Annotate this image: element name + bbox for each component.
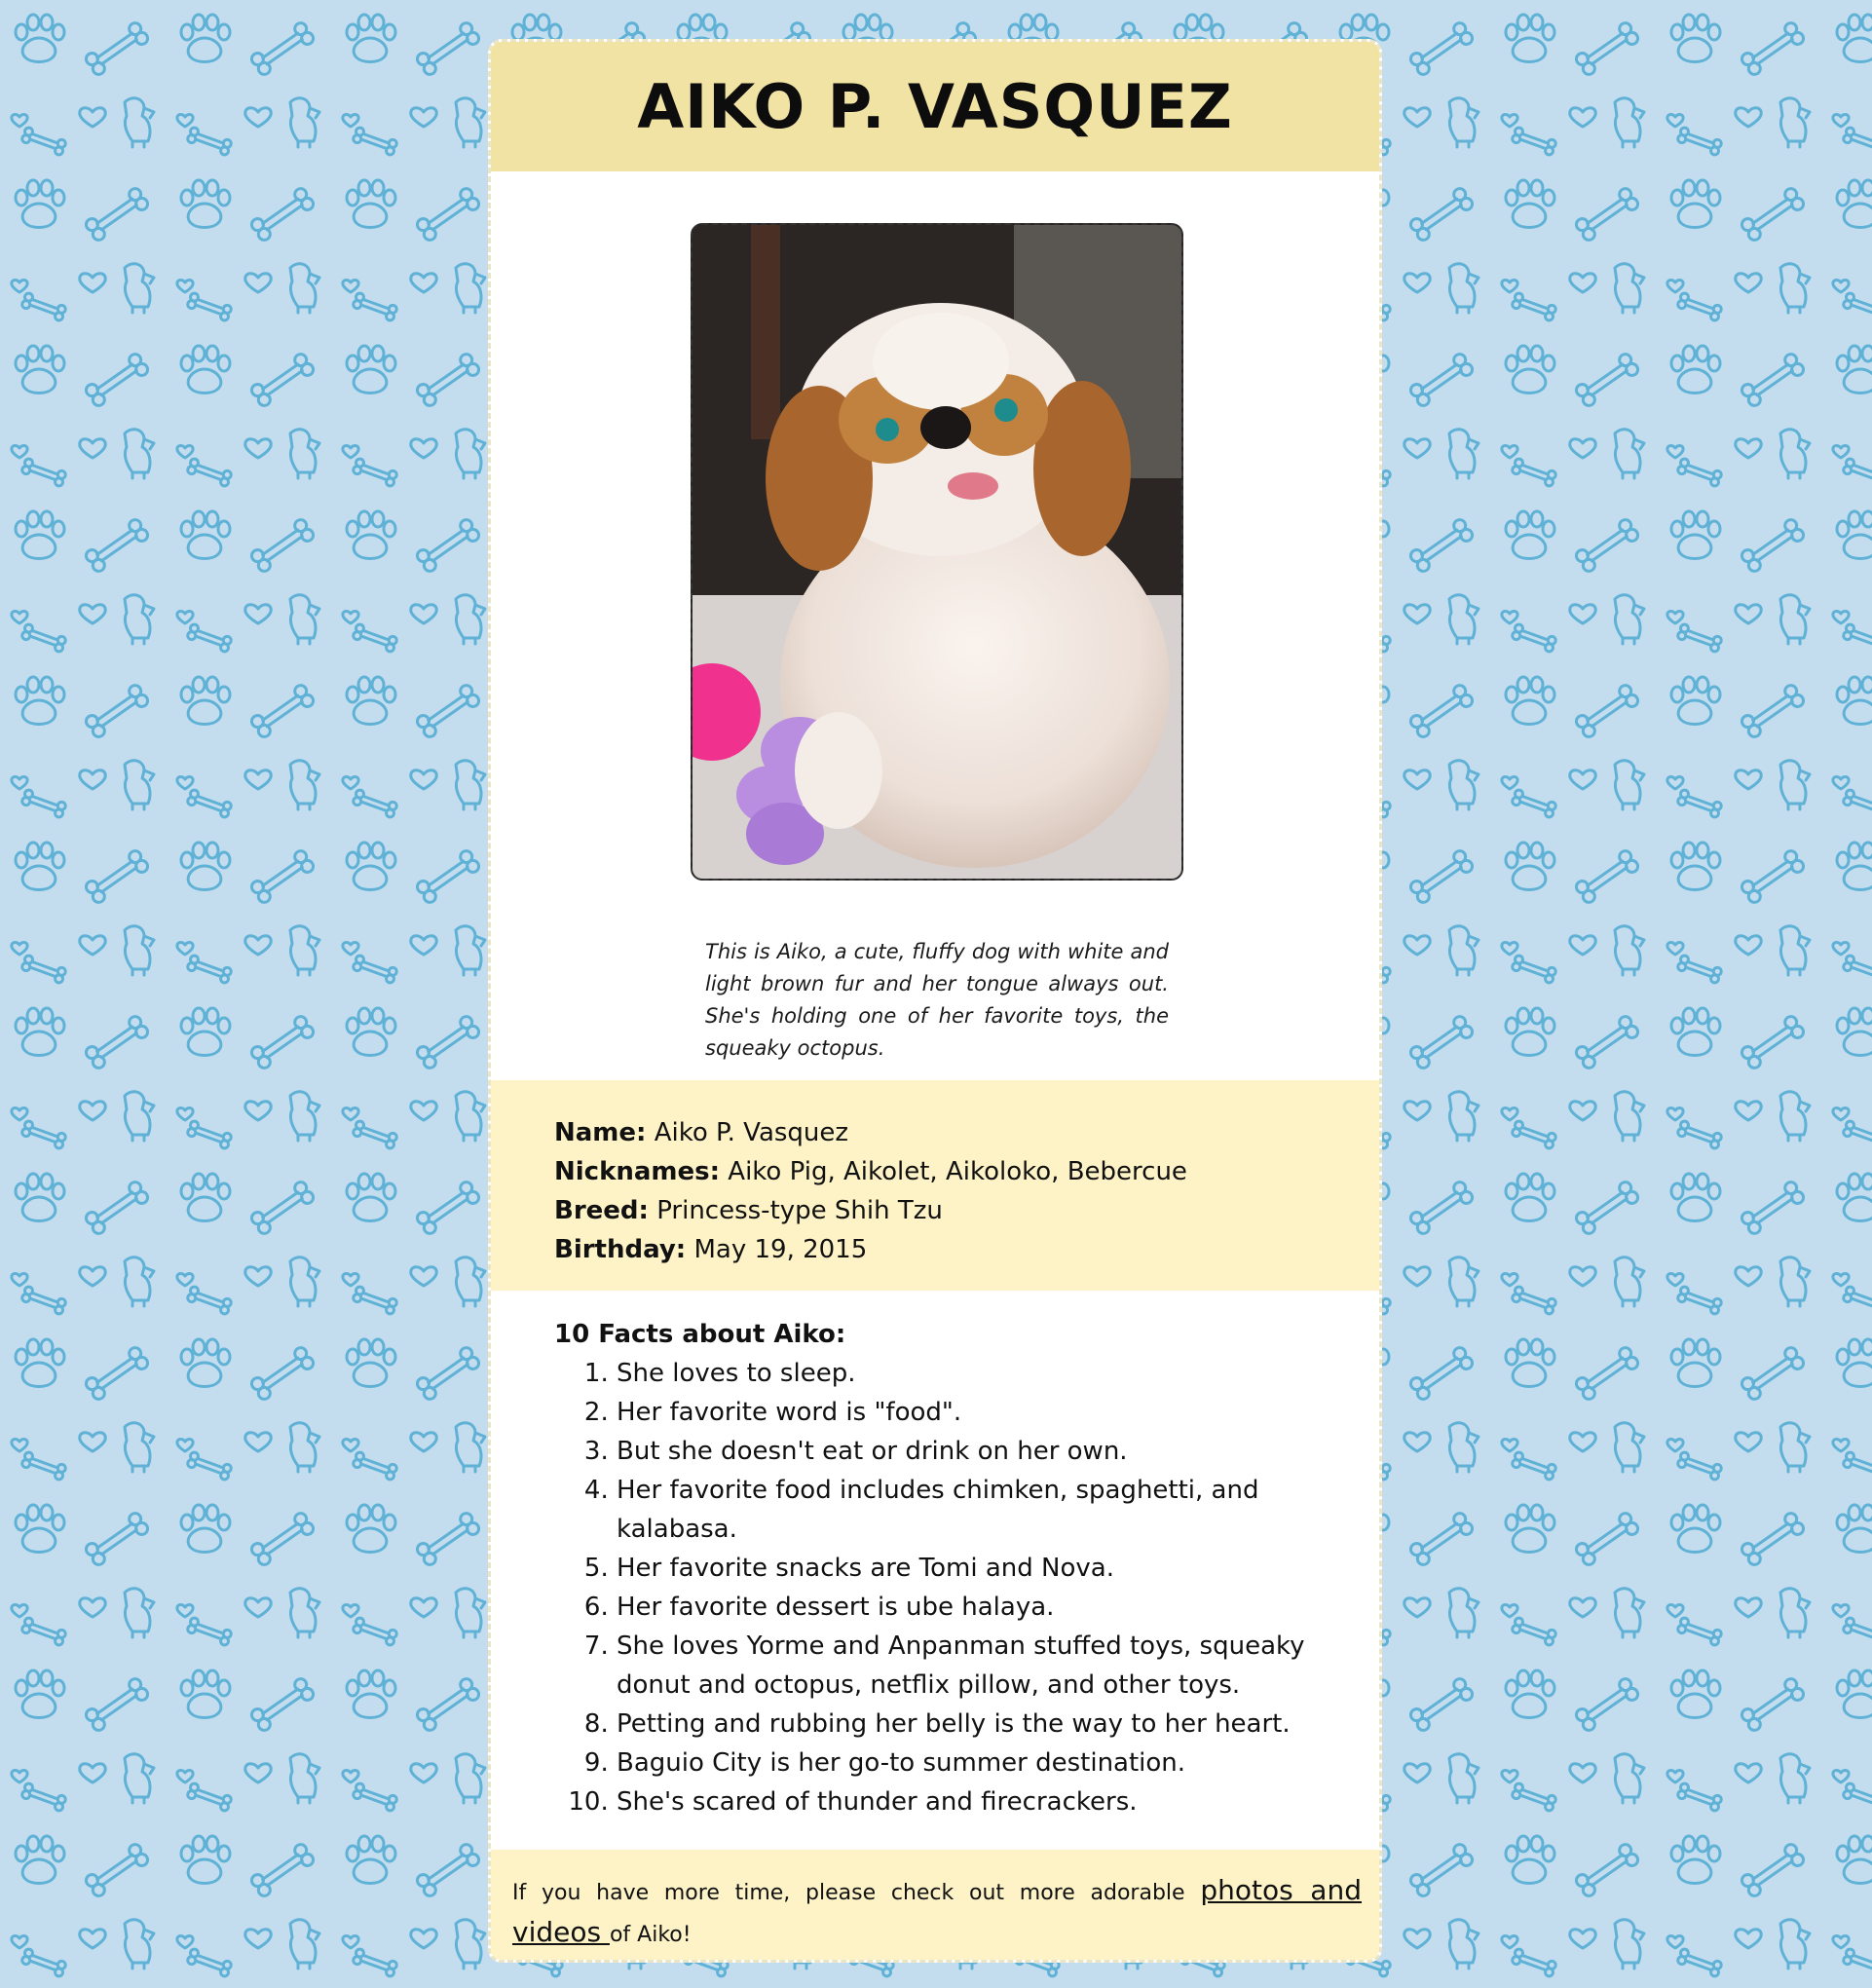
facts-section (554, 1315, 1333, 1821)
list-item: 5. Her favorite snacks are Tomi and Nova. (617, 1549, 1333, 1588)
list-item: 9. Baguio City is her go-to summer destination. (617, 1744, 1333, 1782)
dog-photo (691, 223, 1183, 881)
list-item: 1. She loves to sleep. (617, 1354, 1333, 1393)
info-row-birthday (554, 1230, 1187, 1269)
facts-heading: 10 Facts about Aiko: (554, 1320, 846, 1349)
footer-text (512, 1871, 1362, 1955)
photos-videos-link[interactable]: photos and videos (512, 1874, 1362, 1948)
list-item: 3. But she doesn't eat or drink on her own. (617, 1432, 1333, 1471)
info-row-nicknames (554, 1152, 1187, 1191)
list-item: 8. Petting and rubbing her belly is the way to her heart. (617, 1705, 1333, 1744)
info-row-breed (554, 1191, 1187, 1230)
profile-card (488, 39, 1382, 1963)
footer-text-after: of Aiko! (609, 1923, 692, 1947)
breed-value: Princess-type Shih Tzu (656, 1196, 943, 1225)
title-banner (491, 42, 1379, 171)
list-item: 4. Her favorite food includes chimken, spaghetti, and kalabasa. (617, 1471, 1333, 1549)
info-panel (491, 1080, 1379, 1291)
breed-label: Breed: (554, 1196, 649, 1225)
list-item: 10. She's scared of thunder and firecrackers. (617, 1782, 1333, 1821)
list-item: 2. Her favorite word is "food". (617, 1393, 1333, 1432)
nicknames-value: Aiko Pig, Aikolet, Aikoloko, Bebercue (728, 1157, 1187, 1186)
facts-list (554, 1354, 1333, 1821)
birthday-label: Birthday: (554, 1235, 687, 1264)
photo-caption: This is Aiko, a cute, fluffy dog with white and light brown fur and her tongue always out. She's holding one of her favorite toys, the squeaky octopus. (705, 940, 1169, 1060)
list-item: 6. Her favorite dessert is ube halaya. (617, 1588, 1333, 1627)
page-title: AIKO P. VASQUEZ (637, 71, 1233, 142)
name-value: Aiko P. Vasquez (654, 1118, 849, 1147)
list-item: 7. She loves Yorme and Anpanman stuffed toys, squeaky donut and octopus, netflix pillow, and other toys. (617, 1627, 1333, 1705)
nicknames-label: Nicknames: (554, 1157, 721, 1186)
birthday-value: May 19, 2015 (693, 1235, 868, 1264)
name-label: Name: (554, 1118, 647, 1147)
footer-text-before: If you have more time, please check out more adorable (512, 1881, 1201, 1905)
info-row-name (554, 1113, 1187, 1152)
footer-panel (491, 1850, 1379, 1963)
